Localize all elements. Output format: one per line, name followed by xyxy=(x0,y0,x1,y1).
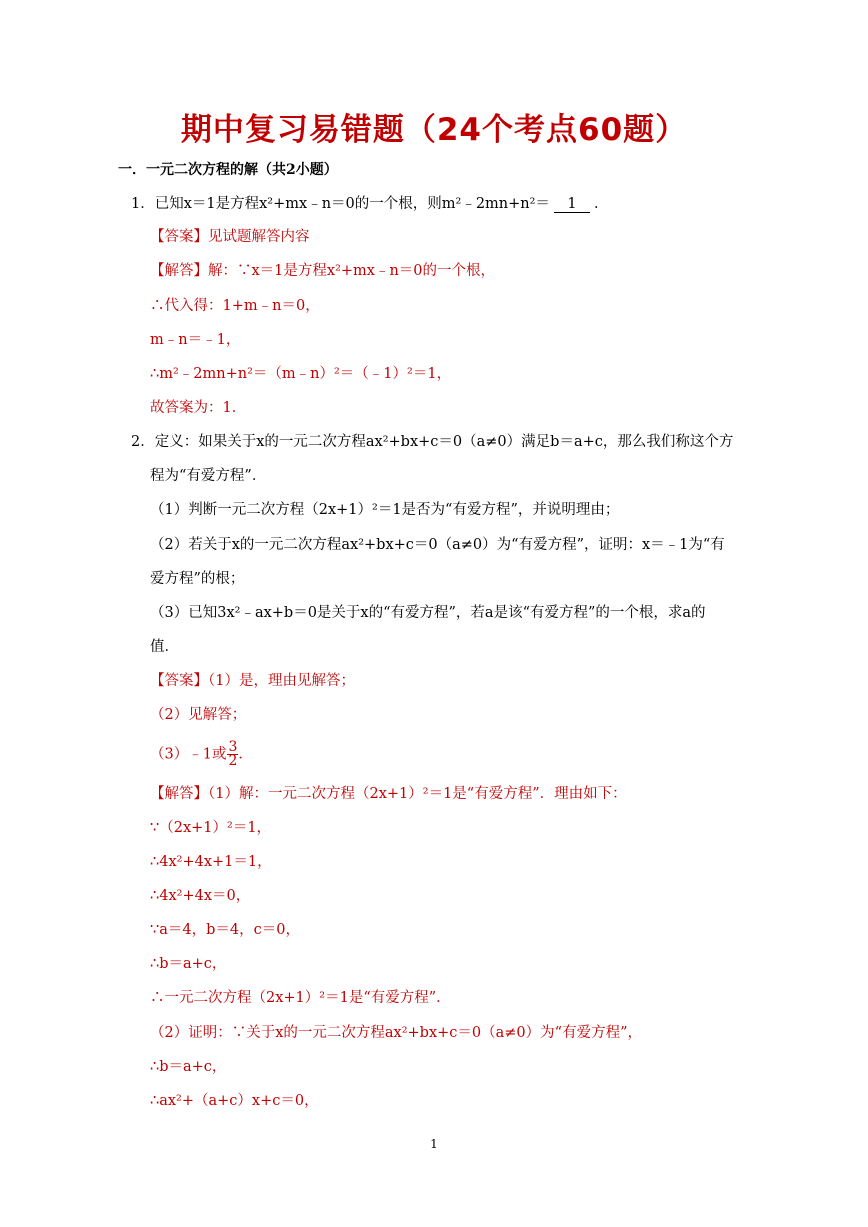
question-1-stem xyxy=(131,194,608,214)
answer-blank: 1 xyxy=(554,196,590,213)
question-2-stem: 程为“有爱方程”． xyxy=(150,468,267,484)
section-heading: 一．一元二次方程的解（共2小题） xyxy=(118,162,338,178)
solution-line: ∵a＝4，b＝4，c＝0， xyxy=(150,922,300,938)
fraction-denominator: 2 xyxy=(228,753,238,769)
question-1-text: 1．已知x＝1是方程x²+mx﹣n＝0的一个根，则m²﹣2mn+n²＝ xyxy=(131,196,550,212)
question-2-part: （2）若关于x的一元二次方程ax²+bx+c＝0（a≠0）为“有爱方程”，证明：x＝﹣1为“有 xyxy=(150,537,725,553)
solution-line: ∴b＝a+c， xyxy=(150,956,227,972)
solution-line: ∴m²﹣2mn+n²＝（m﹣n）²＝（﹣1）²＝1， xyxy=(150,366,452,382)
solution-line: 【解答】解：∵x＝1是方程x²+mx﹣n＝0的一个根， xyxy=(150,263,496,279)
question-2-part: 值． xyxy=(150,639,179,655)
question-2-part: （1）判断一元二次方程（2x+1）²＝1是否为“有爱方程”，并说明理由； xyxy=(150,502,620,518)
solution-line: ∵（2x+1）²＝1， xyxy=(150,820,272,836)
solution-line: ∴4x²+4x+1＝1， xyxy=(150,854,272,870)
solution-line: m﹣n＝﹣1， xyxy=(150,332,241,348)
solution-line: ∴b＝a+c， xyxy=(150,1059,227,1075)
question-2-answer xyxy=(150,741,253,768)
page-number: 1 xyxy=(430,1137,438,1151)
solution-line: （2）证明：∵关于x的一元二次方程ax²+bx+c＝0（a≠0）为“有爱方程”， xyxy=(150,1025,642,1041)
solution-line: ∴一元二次方程（2x+1）²＝1是“有爱方程”． xyxy=(150,990,451,1006)
question-2-stem: 2．定义：如果关于x的一元二次方程ax²+bx+c＝0（a≠0）满足b＝a+c，那么我们称这个方 xyxy=(131,434,734,450)
solution-line: ∴4x²+4x＝0， xyxy=(150,888,251,904)
page-title: 期中复习易错题（24个考点60题） xyxy=(180,112,688,148)
fraction-numerator: 3 xyxy=(228,739,238,755)
question-2-part: 爱方程”的根； xyxy=(150,571,245,587)
solution-line: 【解答】（1）解：一元二次方程（2x+1）²＝1是“有爱方程”．理由如下： xyxy=(150,786,627,802)
answer-text: （3）﹣1或 xyxy=(150,746,227,763)
solution-line: 故答案为：1． xyxy=(150,400,247,416)
fraction xyxy=(227,741,238,768)
answer-end: ． xyxy=(238,746,253,763)
question-1-end: ． xyxy=(593,196,609,212)
question-1-answer: 【答案】见试题解答内容 xyxy=(150,229,310,245)
question-2-part: （3）已知3x²﹣ax+b＝0是关于x的“有爱方程”，若a是该“有爱方程”的一个根，求a的 xyxy=(150,605,706,621)
solution-line: ∴ax²+（a+c）x+c＝0， xyxy=(150,1093,319,1109)
question-2-answer: （2）见解答； xyxy=(150,707,247,723)
solution-line: ∴代入得：1+m﹣n＝0， xyxy=(150,298,320,314)
question-2-answer: 【答案】（1）是，理由见解答； xyxy=(150,673,355,689)
